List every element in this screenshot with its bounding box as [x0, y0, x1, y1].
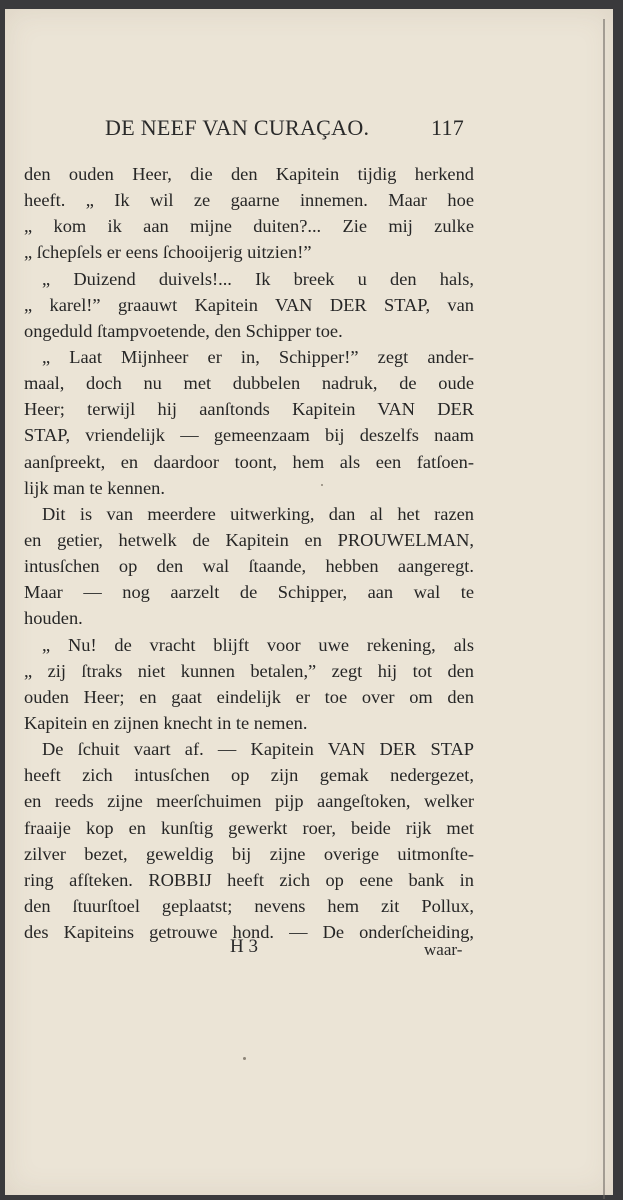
text-line: aanſpreekt, en daardoor toont, hem als een fatſoen-: [24, 451, 474, 472]
text-line: ouden Heer; en gaat eindelijk er toe over om den: [24, 686, 474, 707]
text-line: Maar — nog aarzelt de Schipper, aan wal te: [24, 582, 474, 603]
paper-speck: [321, 484, 323, 486]
catchword: waar-: [424, 940, 463, 959]
body-text: [24, 161, 474, 945]
text-line: maal, doch nu met dubbelen nadruk, de oude: [24, 373, 474, 394]
text-line: „ Laat Mijnheer er in, Schipper!” zegt ander-: [42, 346, 474, 367]
text-line: „ Duizend duivels!... Ik breek u den hals,: [42, 268, 474, 289]
text-line: zilver bezet, geweldig bij zijne overige uitmonſte-: [24, 843, 474, 864]
page-number: 117: [431, 115, 465, 140]
text-line: en reeds zijne meerſchuimen pijp aangeſtoken, welker: [24, 791, 474, 812]
page-edge-shadow: [603, 19, 605, 1199]
text-line: „ karel!” graauwt Kapitein VAN DER STAP, van: [24, 294, 474, 315]
text-line: „ zij ſtraks niet kunnen betalen,” zegt hij tot den: [24, 660, 474, 681]
text-line: De ſchuit vaart af. — Kapitein VAN DER STAP: [42, 739, 474, 760]
text-line: lijk man te kennen.: [24, 477, 165, 498]
signature-mark: H 3: [230, 936, 258, 957]
text-line: intusſchen op den wal ſtaande, hebben aangeregt.: [24, 556, 474, 577]
text-line: den ouden Heer, die den Kapitein tijdig herkend: [24, 164, 474, 184]
running-title: DE NEEF VAN CURAÇAO.: [105, 115, 370, 140]
text-line: heeft zich intusſchen op zijn gemak nedergezet,: [24, 765, 474, 786]
text-line: ring afſteken. ROBBIJ heeft zich op eene bank in: [24, 869, 474, 890]
text-line: „ kom ik aan mijne duiten?... Zie mij zulke: [24, 216, 474, 237]
text-line: houden.: [24, 608, 83, 629]
text-line: en getier, hetwelk de Kapitein en PROUWELMAN,: [24, 529, 474, 550]
text-line: fraaije kop en kunſtig gewerkt roer, beide rijk met: [24, 817, 474, 838]
text-line: heeft. „ Ik wil ze gaarne innemen. Maar hoe: [24, 190, 474, 211]
paper-speck: [243, 1057, 246, 1060]
page-footer: [24, 936, 474, 966]
text-line: Kapitein en zijnen knecht in te nemen.: [24, 712, 308, 733]
book-page: [5, 9, 613, 1195]
text-line: „ ſchepſels er eens ſchooijerig uitzien!”: [24, 242, 312, 263]
text-line: ongeduld ſtampvoetende, den Schipper toe.: [24, 320, 343, 341]
text-line: Heer; terwijl hij aanſtonds Kapitein VAN DER: [24, 399, 474, 420]
text-line: des Kapiteins getrouwe hond. — De onderſcheiding,: [24, 922, 474, 943]
text-line: „ Nu! de vracht blijft voor uwe rekening, als: [42, 634, 474, 655]
text-line: den ſtuurſtoel geplaatst; nevens hem zit Pollux,: [24, 895, 474, 916]
text-line: STAP, vriendelijk — gemeenzaam bij deszelfs naam: [24, 425, 474, 446]
text-line: Dit is van meerdere uitwerking, dan al het razen: [42, 503, 474, 524]
